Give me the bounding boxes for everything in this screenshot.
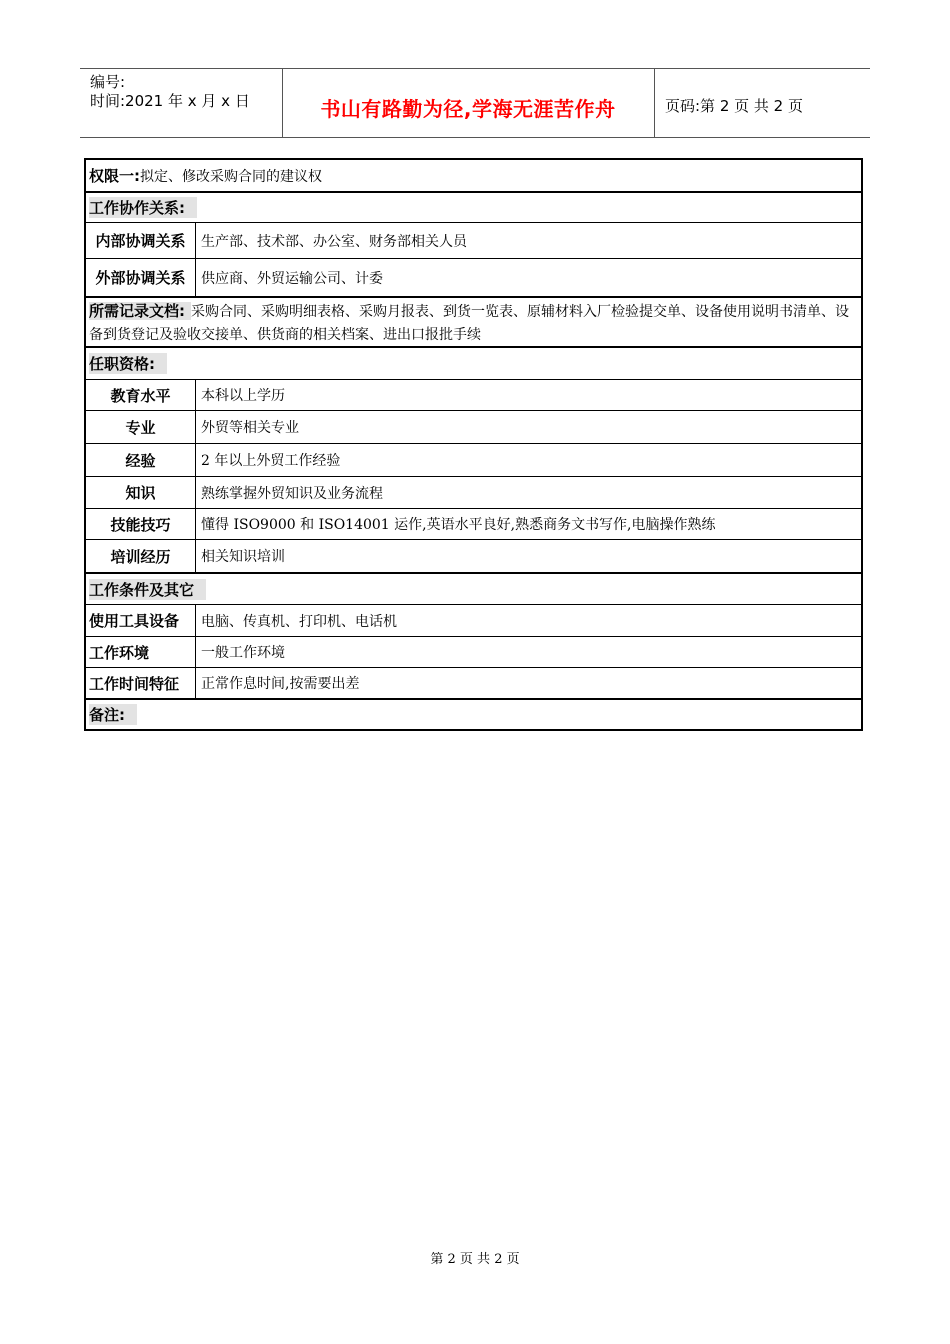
records-value: 采购合同、采购明细表格、采购月报表、到货一览表、原辅材料入厂检验提交单、设备使用说明书清单、设备到货登记及验收交接单、供货商的相关档案、进出口报批手续 [89, 304, 849, 343]
job-description-table [84, 158, 863, 731]
external-value: 供应商、外贸运输公司、计委 [201, 270, 383, 287]
header-motto: 书山有路勤为径,学海无涯苦作舟 [320, 97, 616, 121]
knowledge-row [86, 476, 861, 508]
authority-label: 权限一: [89, 167, 140, 185]
document-number: 编号: [90, 73, 126, 91]
internal-value: 生产部、技术部、办公室、财务部相关人员 [201, 233, 467, 250]
training-value: 相关知识培训 [201, 549, 285, 565]
skills-row [86, 508, 861, 539]
remarks-label: 备注: [89, 704, 137, 725]
education-label: 教育水平 [86, 380, 196, 410]
cooperation-section-row [86, 191, 861, 222]
page-footer: 第 2 页 共 2 页 [430, 1252, 520, 1267]
skills-value: 懂得 ISO9000 和 ISO14001 运作,英语水平良好,熟悉商务文书写作,电脑操作熟练 [201, 517, 716, 533]
major-value: 外贸等相关专业 [201, 420, 299, 436]
records-row [86, 296, 861, 346]
experience-row [86, 443, 861, 476]
tools-value: 电脑、传真机、打印机、电话机 [201, 613, 397, 630]
authority-value: 拟定、修改采购合同的建议权 [140, 168, 322, 185]
experience-value: 2 年以上外贸工作经验 [201, 453, 341, 469]
records-label: 所需记录文档: [89, 302, 191, 320]
remarks-row [86, 698, 861, 729]
environment-row [86, 636, 861, 667]
worktime-value: 正常作息时间,按需要出差 [201, 676, 360, 692]
page-header [80, 68, 870, 138]
cooperation-title: 工作协作关系: [89, 197, 197, 218]
tools-row [86, 604, 861, 636]
internal-label: 内部协调关系 [86, 223, 196, 258]
training-label: 培训经历 [86, 540, 196, 572]
document-date: 时间:2021 年 x 月 x 日 [90, 92, 250, 110]
worktime-label: 工作时间特征 [86, 668, 196, 698]
training-row [86, 539, 861, 572]
qualification-title: 任职资格: [89, 353, 167, 374]
authority-row [86, 160, 861, 191]
knowledge-value: 熟练掌握外贸知识及业务流程 [201, 485, 383, 502]
qualification-section-row [86, 346, 861, 379]
header-left [90, 73, 250, 111]
environment-label: 工作环境 [86, 637, 196, 667]
education-value: 本科以上学历 [201, 388, 285, 404]
worktime-row [86, 667, 861, 698]
conditions-title: 工作条件及其它 [89, 579, 206, 600]
tools-label: 使用工具设备 [86, 605, 196, 636]
knowledge-label: 知识 [86, 477, 196, 508]
external-row [86, 258, 861, 296]
internal-row [86, 222, 861, 258]
conditions-section-row [86, 572, 861, 604]
skills-label: 技能技巧 [86, 509, 196, 539]
major-row [86, 410, 861, 443]
major-label: 专业 [86, 411, 196, 443]
education-row [86, 379, 861, 410]
environment-value: 一般工作环境 [201, 645, 285, 661]
header-divider [654, 69, 655, 137]
external-label: 外部协调关系 [86, 259, 196, 296]
header-page-info: 页码:第 2 页 共 2 页 [665, 97, 803, 115]
experience-label: 经验 [86, 444, 196, 476]
